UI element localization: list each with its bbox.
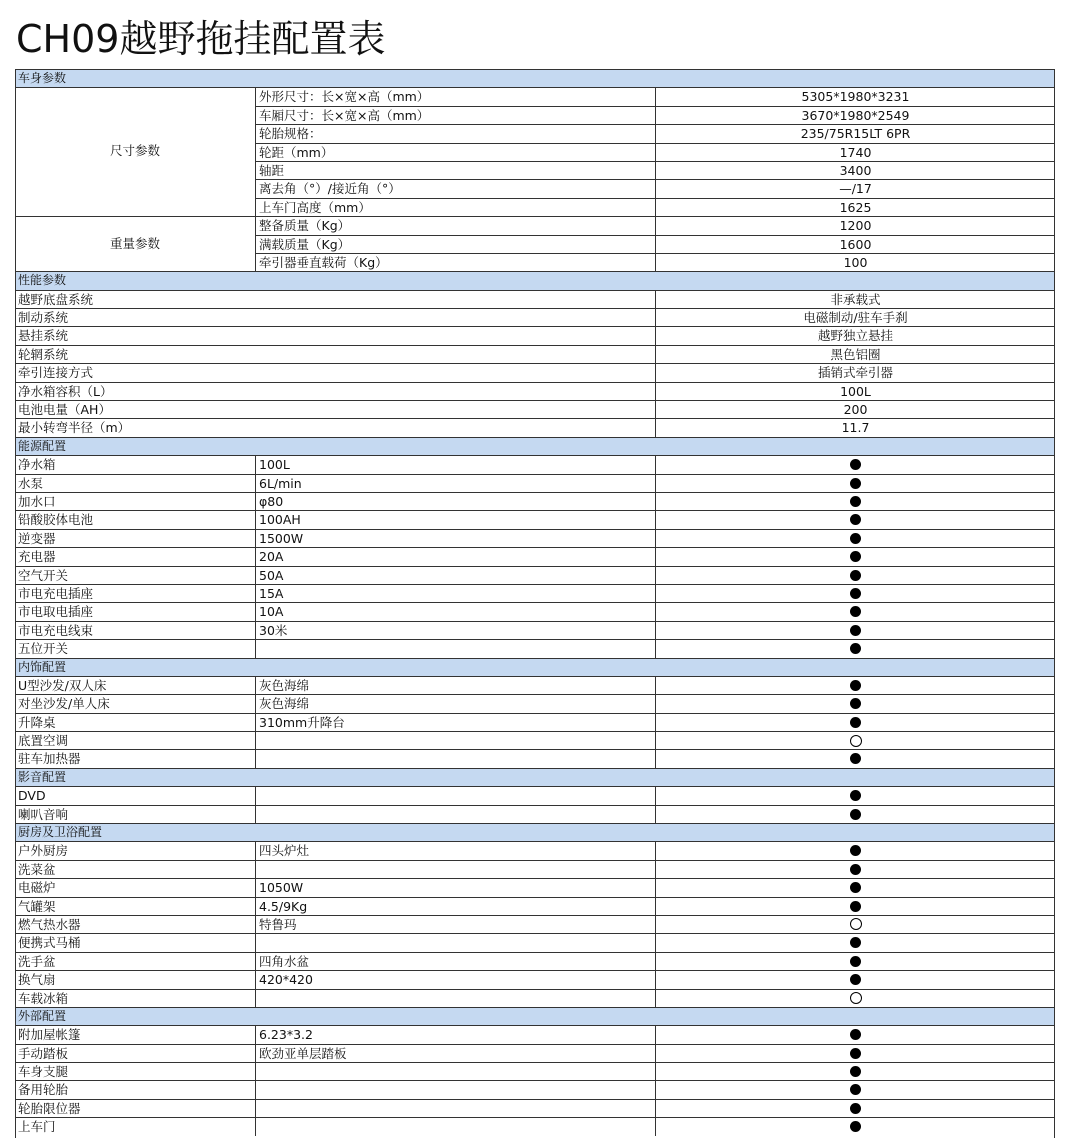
config-note: 四角水盆 [255,953,655,970]
config-note [255,1081,655,1098]
page-title: CH09越野拖挂配置表 [16,17,386,61]
spec-value: 越野独立悬挂 [655,327,1055,344]
config-note [255,806,655,823]
spec-item: 整备质量（Kg） [255,217,655,234]
config-mark-cell [655,511,1055,528]
config-mark-cell [655,898,1055,915]
standard-dot-icon [850,570,861,581]
standard-dot-icon [850,1103,861,1114]
section-header [15,271,1055,289]
config-note [255,861,655,878]
table-row [15,418,1055,436]
config-note [255,1100,655,1117]
config-note [255,640,655,657]
config-mark-cell [655,677,1055,694]
spec-value: 非承载式 [655,291,1055,308]
config-note: 15A [255,585,655,602]
table-row [15,694,1055,712]
spec-item: 轮辋系统 [18,346,69,362]
section-header [15,1007,1055,1025]
spec-value: 黑色铝圈 [655,346,1055,363]
config-note: 灰色海绵 [255,695,655,712]
spec-value: 100 [655,254,1055,271]
table-row [15,602,1055,620]
standard-dot-icon [850,606,861,617]
section-title: 外部配置 [18,1008,67,1023]
group-label: 尺寸参数 [15,88,255,216]
table-row [15,584,1055,602]
table-row [15,308,1055,326]
config-item: DVD [18,788,46,804]
config-mark-cell [655,548,1055,565]
spec-value: 235/75R15LT 6PR [655,125,1055,142]
config-mark-cell [655,640,1055,657]
standard-dot-icon [850,496,861,507]
standard-dot-icon [850,1048,861,1059]
spec-item: 轴距 [255,162,655,179]
config-item: 升降桌 [18,714,56,730]
config-note: 四头炉灶 [255,842,655,859]
spec-value: 插销式牵引器 [655,364,1055,381]
section-title: 内饰配置 [18,659,67,674]
standard-dot-icon [850,901,861,912]
spec-value: 3670*1980*2549 [655,107,1055,124]
table-row [15,786,1055,804]
config-item: 驻车加热器 [18,751,81,767]
spec-group [15,216,1055,271]
table-row [15,510,1055,528]
config-note [255,1063,655,1080]
spec-value: 3400 [655,162,1055,179]
config-mark-cell [655,971,1055,988]
standard-dot-icon [850,625,861,636]
table-row [15,1025,1055,1043]
config-note [255,990,655,1007]
config-note: 4.5/9Kg [255,898,655,915]
table-row [15,639,1055,657]
config-mark-cell [655,585,1055,602]
config-item: 加水口 [18,493,56,509]
config-mark-cell [655,1118,1055,1135]
standard-dot-icon [850,1066,861,1077]
standard-dot-icon [850,717,861,728]
config-mark-cell [655,1063,1055,1080]
section-header [15,69,1055,87]
standard-dot-icon [850,809,861,820]
spec-value: —/17 [655,180,1055,197]
config-mark-cell [655,530,1055,547]
standard-dot-icon [850,680,861,691]
spec-value: 1625 [655,199,1055,216]
config-note: 100AH [255,511,655,528]
standard-dot-icon [850,514,861,525]
table-row [15,933,1055,951]
table-row [15,621,1055,639]
config-mark-cell [655,1026,1055,1043]
table-row [15,566,1055,584]
config-item: 市电充电插座 [18,585,94,601]
config-note [255,750,655,767]
config-mark-cell [655,475,1055,492]
config-note: 10A [255,603,655,620]
spec-item: 离去角（°）/接近角（°） [255,180,655,197]
config-item: 车载冰箱 [18,990,69,1006]
standard-dot-icon [850,643,861,654]
section-title: 车身参数 [18,71,67,85]
spec-item: 制动系统 [18,310,69,326]
standard-dot-icon [850,845,861,856]
config-mark-cell [655,861,1055,878]
config-item: 洗手盆 [18,953,56,969]
table-row [15,897,1055,915]
config-note: 6L/min [255,475,655,492]
config-note: 420*420 [255,971,655,988]
spec-value: 1200 [655,217,1055,234]
spec-item: 外形尺寸：长×宽×高（mm） [255,88,655,105]
config-note: 20A [255,548,655,565]
spec-group [15,87,1055,216]
optional-circle-icon [850,992,862,1004]
config-mark-cell [655,567,1055,584]
config-mark-cell [655,787,1055,804]
config-item: 五位开关 [18,641,69,657]
section-header [15,658,1055,676]
config-mark-cell [655,842,1055,859]
spec-item: 车厢尺寸：长×宽×高（mm） [255,107,655,124]
config-item: 上车门 [18,1119,56,1135]
config-note: 30米 [255,622,655,639]
spec-item: 满载质量（Kg） [255,236,655,253]
config-item: U型沙发/双人床 [18,677,107,693]
spec-item: 轮距（mm） [255,144,655,161]
config-item: 洗菜盆 [18,861,56,877]
standard-dot-icon [850,1121,861,1132]
config-mark-cell [655,990,1055,1007]
config-item: 市电取电插座 [18,604,94,620]
table-row [15,952,1055,970]
table-row [15,345,1055,363]
config-item: 净水箱 [18,457,56,473]
spec-item: 上车门高度（mm） [255,199,655,216]
standard-dot-icon [850,1084,861,1095]
config-mark-cell [655,916,1055,933]
config-item: 轮胎限位器 [18,1100,81,1116]
spec-item: 牵引器垂直载荷（Kg） [255,254,655,271]
spec-value: 11.7 [655,419,1055,436]
spec-value: 1600 [655,236,1055,253]
table-row [15,1080,1055,1098]
spec-value: 电磁制动/驻车手刹 [655,309,1055,326]
spec-item: 净水箱容积（L） [18,383,113,399]
config-mark-cell [655,953,1055,970]
config-note [255,787,655,804]
config-mark-cell [655,695,1055,712]
table-row [15,326,1055,344]
standard-dot-icon [850,1029,861,1040]
standard-dot-icon [850,790,861,801]
spec-item: 牵引连接方式 [18,365,94,381]
spec-value: 5305*1980*3231 [655,88,1055,105]
config-item: 车身支腿 [18,1064,69,1080]
config-mark-cell [655,1081,1055,1098]
table-row [15,1062,1055,1080]
config-note: 6.23*3.2 [255,1026,655,1043]
config-note [255,732,655,749]
table-row [15,455,1055,473]
table-row [15,492,1055,510]
table-row [15,676,1055,694]
section-title: 性能参数 [18,273,67,288]
config-mark-cell [655,493,1055,510]
table-row [15,363,1055,381]
config-mark-cell [655,1045,1055,1062]
config-note [255,1118,655,1135]
table-row [15,989,1055,1007]
table-row [15,1117,1055,1135]
config-note: 100L [255,456,655,473]
standard-dot-icon [850,974,861,985]
config-note: 特鲁玛 [255,916,655,933]
config-note: φ80 [255,493,655,510]
config-item: 便携式马桶 [18,935,81,951]
spec-value: 100L [655,383,1055,400]
section-title: 影音配置 [18,769,67,784]
table-row [15,1099,1055,1117]
config-note: 灰色海绵 [255,677,655,694]
standard-dot-icon [850,753,861,764]
table-row [15,915,1055,933]
spec-table [15,69,1055,1136]
standard-dot-icon [850,551,861,562]
standard-dot-icon [850,533,861,544]
config-item: 底置空调 [18,733,69,749]
config-item: 备用轮胎 [18,1082,69,1098]
config-item: 铅酸胶体电池 [18,512,94,528]
spec-item: 轮胎规格： [255,125,655,142]
section-header [15,823,1055,841]
config-item: 手动踏板 [18,1045,69,1061]
config-item: 逆变器 [18,530,56,546]
config-item: 喇叭音响 [18,806,69,822]
table-row [15,841,1055,859]
config-item: 电磁炉 [18,880,56,896]
standard-dot-icon [850,478,861,489]
config-item: 气罐架 [18,898,56,914]
table-row [15,970,1055,988]
table-row [15,713,1055,731]
config-item: 市电充电线束 [18,622,94,638]
spec-value: 1740 [655,144,1055,161]
table-row [15,290,1055,308]
table-row [15,400,1055,418]
standard-dot-icon [850,882,861,893]
table-row [15,529,1055,547]
config-mark-cell [655,750,1055,767]
config-note: 310mm升降台 [255,714,655,731]
config-mark-cell [655,714,1055,731]
table-row [15,731,1055,749]
config-note: 1050W [255,879,655,896]
config-note: 50A [255,567,655,584]
config-note: 欧劲亚单层踏板 [255,1045,655,1062]
section-header [15,437,1055,455]
standard-dot-icon [850,698,861,709]
standard-dot-icon [850,588,861,599]
config-mark-cell [655,456,1055,473]
table-row [15,547,1055,565]
config-item: 燃气热水器 [18,916,81,932]
config-item: 换气扇 [18,972,56,988]
table-row [15,382,1055,400]
section-title: 厨房及卫浴配置 [18,825,103,840]
section-title: 能源配置 [18,438,67,453]
spec-item: 电池电量（AH） [18,402,111,418]
config-mark-cell [655,806,1055,823]
standard-dot-icon [850,937,861,948]
standard-dot-icon [850,459,861,470]
config-mark-cell [655,732,1055,749]
spec-item: 最小转弯半径（m） [18,420,131,436]
config-mark-cell [655,622,1055,639]
table-row [15,860,1055,878]
table-row [15,1044,1055,1062]
config-item: 水泵 [18,475,44,491]
spec-value: 200 [655,401,1055,418]
config-item: 充电器 [18,549,56,565]
optional-circle-icon [850,918,862,930]
config-note: 1500W [255,530,655,547]
spec-item: 悬挂系统 [18,328,69,344]
config-item: 户外厨房 [18,843,69,859]
table-row [15,878,1055,896]
spec-item: 越野底盘系统 [18,291,94,307]
table-row [15,749,1055,767]
config-item: 对坐沙发/单人床 [18,696,110,712]
section-header [15,768,1055,786]
table-row [15,474,1055,492]
optional-circle-icon [850,735,862,747]
config-mark-cell [655,603,1055,620]
standard-dot-icon [850,864,861,875]
config-item: 空气开关 [18,567,69,583]
standard-dot-icon [850,956,861,967]
config-mark-cell [655,934,1055,951]
config-note [255,934,655,951]
group-label: 重量参数 [15,217,255,271]
config-item: 附加屋帐篷 [18,1027,81,1043]
table-row [15,805,1055,823]
config-mark-cell [655,1100,1055,1117]
config-mark-cell [655,879,1055,896]
